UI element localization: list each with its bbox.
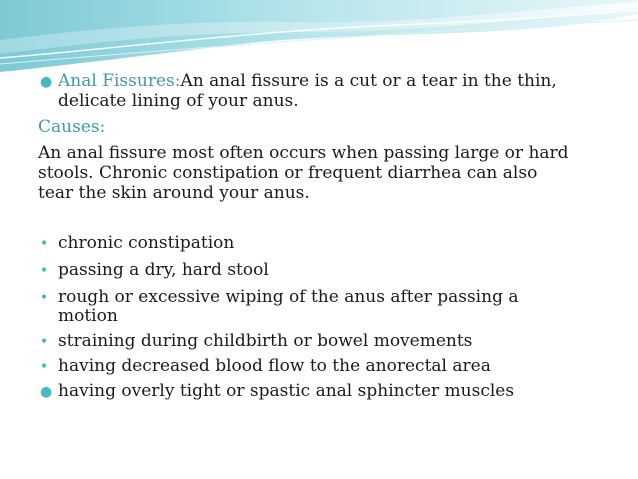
paragraph-line-1: An anal fissure most often occurs when passing large or hard — [38, 143, 569, 163]
header-wave-decoration — [0, 0, 638, 80]
bullet-icon: ● — [40, 384, 53, 400]
intro-label: Anal Fissures: — [58, 71, 181, 91]
list-item-2: passing a dry, hard stool — [58, 260, 269, 280]
bullet-icon: ● — [40, 74, 53, 90]
causes-heading: Causes: — [38, 117, 106, 137]
bullet-icon: • — [40, 236, 49, 252]
bullet-icon: • — [40, 263, 49, 279]
paragraph-line-2: stools. Chronic constipation or frequent diarrhea can also — [38, 163, 538, 183]
paragraph-line-3: tear the skin around your anus. — [38, 183, 310, 203]
list-item-6: having overly tight or spastic anal sphincter muscles — [58, 381, 515, 401]
list-item-3-line-2: motion — [58, 306, 118, 326]
list-item-1: chronic constipation — [58, 233, 235, 253]
bullet-icon: • — [40, 359, 49, 375]
bullet-icon: • — [40, 290, 49, 306]
intro-line-1 — [58, 72, 557, 91]
bullet-icon: • — [40, 334, 49, 350]
intro-text-line-1: An anal fissure is a cut or a tear in the thin, — [180, 71, 557, 91]
list-item-3-line-1: rough or excessive wiping of the anus after passing a — [58, 287, 519, 307]
list-item-4: straining during childbirth or bowel movements — [58, 331, 473, 351]
intro-text-line-2: delicate lining of your anus. — [58, 91, 299, 111]
list-item-5: having decreased blood flow to the anorectal area — [58, 356, 491, 376]
